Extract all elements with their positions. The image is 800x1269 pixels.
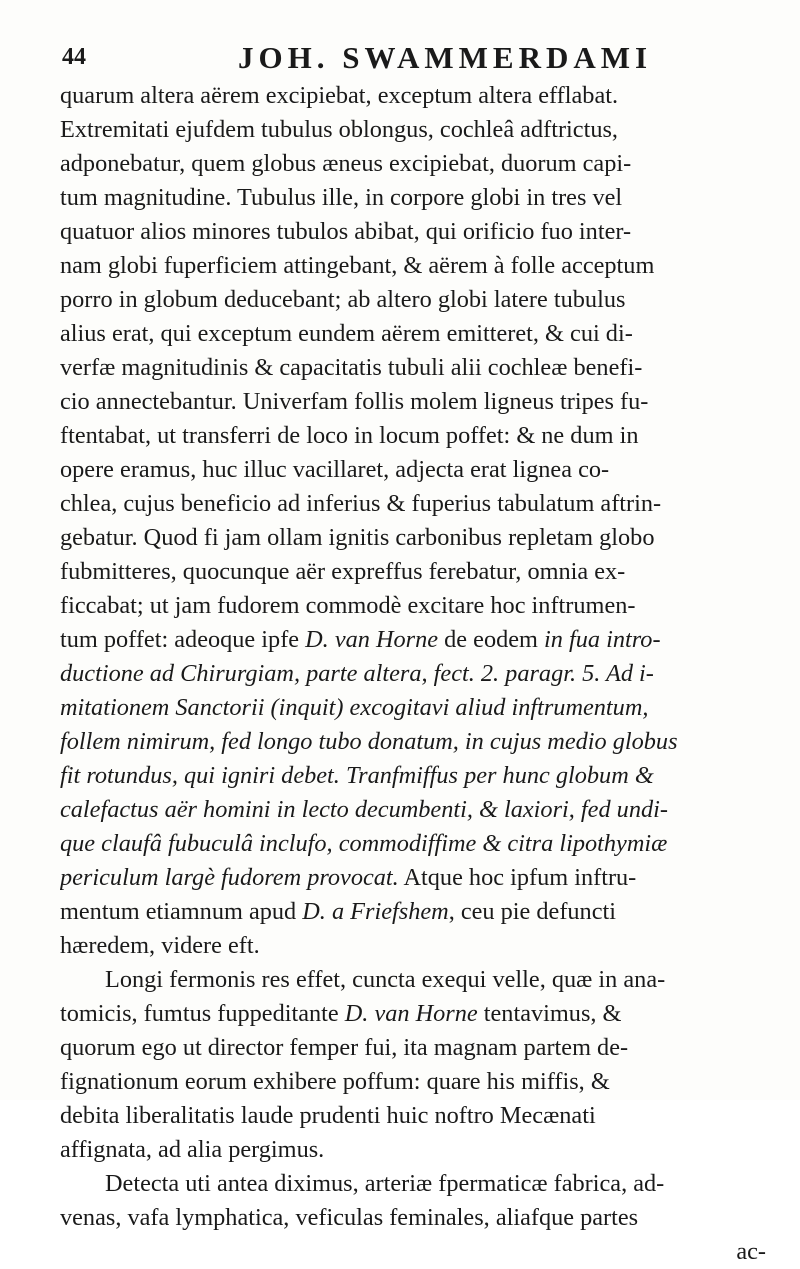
text-line [60, 215, 774, 249]
page-number: 44 [62, 44, 86, 70]
text-segment: tomicis, fumtus fuppeditante [60, 1000, 345, 1027]
text-segment: Atque hoc ipfum inftru- [398, 864, 637, 891]
text-line [60, 1099, 774, 1133]
page-header [60, 38, 760, 78]
text-line [60, 147, 774, 181]
italic-text-segment: follem nimirum, fed longo tubo donatum, in cujus medio globus [60, 728, 678, 755]
text-segment: porro in globum deducebant; ab altero globi latere tubulus [60, 286, 626, 313]
text-line [60, 1201, 774, 1235]
text-line [60, 453, 774, 487]
italic-text-segment: ductione ad Chirurgiam, parte altera, fect. 2. paragr. 5. Ad i- [60, 660, 654, 687]
text-segment: hæredem, videre eft. [60, 932, 260, 959]
text-segment: quorum ego ut director femper fui, ita magnam partem de- [60, 1034, 629, 1061]
text-segment: Extremitati ejufdem tubulus oblongus, cochleâ adftrictus, [60, 116, 619, 143]
text-segment: tum poffet: adeoque ipfe [60, 626, 306, 653]
text-segment: opere eramus, huc illuc vacillaret, adjecta erat lignea co- [60, 456, 610, 483]
text-line [60, 385, 774, 419]
italic-text-segment: D. a Friefshem [302, 898, 449, 925]
text-line [60, 1065, 774, 1099]
text-segment: venas, vafa lymphatica, veficulas feminales, aliafque partes [60, 1204, 639, 1231]
text-segment: Longi fermonis res effet, cuncta exequi velle, quæ in ana- [105, 966, 666, 993]
text-line [60, 929, 774, 963]
italic-text-segment: D. van Horne [305, 626, 439, 653]
text-line [60, 555, 774, 589]
text-line [60, 1133, 774, 1167]
italic-text-segment: fit rotundus, qui igniri debet. Tranfmiffus per hunc globum & [60, 762, 654, 789]
text-segment: fubmitteres, quocunque aër expreffus ferebatur, omnia ex- [60, 558, 626, 585]
text-line [60, 691, 774, 725]
text-segment: Detecta uti antea diximus, arteriæ fpermaticæ fabrica, ad- [105, 1170, 665, 1197]
text-segment: ficcabat; ut jam fudorem commodè excitare hoc inftrumen- [60, 592, 636, 619]
text-segment: tum magnitudine. Tubulus ille, in corpore globi in tres vel [60, 184, 623, 211]
text-line [60, 521, 774, 555]
text-line [60, 419, 774, 453]
text-segment: verfæ magnitudinis & capacitatis tubuli alii cochleæ benefi- [60, 354, 643, 381]
text-line [60, 895, 774, 929]
text-line [60, 487, 774, 521]
running-title: JOH. SWAMMERDAMI [238, 40, 653, 75]
text-segment: ftentabat, ut transferri de loco in locum poffet: & ne dum in [60, 422, 639, 449]
text-line [60, 827, 774, 861]
italic-text-segment: D. van Horne [344, 1000, 478, 1027]
text-line [60, 181, 774, 215]
text-line [60, 1031, 774, 1065]
text-line [60, 79, 774, 113]
text-segment: alius erat, qui exceptum eundem aërem emitteret, & cui di- [60, 320, 633, 347]
italic-text-segment: calefactus aër homini in lecto decumbenti, & laxiori, fed undi- [60, 796, 668, 823]
text-line [60, 657, 774, 691]
text-line [60, 1167, 774, 1201]
text-segment: gebatur. Quod fi jam ollam ignitis carbonibus repletam globo [60, 524, 655, 551]
text-segment: chlea, cujus beneficio ad inferius & fuperius tabulatum aftrin- [60, 490, 662, 517]
italic-text-segment: periculum largè fudorem provocat. [60, 864, 399, 891]
text-segment: adponebatur, quem globus æneus excipiebat, duorum capi- [60, 150, 632, 177]
text-segment: de eodem [438, 626, 544, 653]
text-line [60, 623, 774, 657]
text-line [60, 793, 774, 827]
text-segment: tentavimus, & [477, 1000, 622, 1027]
text-line [60, 861, 774, 895]
text-line [60, 725, 774, 759]
text-line [60, 759, 774, 793]
text-line [60, 589, 774, 623]
text-segment: fignationum eorum exhibere poffum: quare his miffis, & [60, 1068, 610, 1095]
text-segment: affignata, ad alia pergimus. [60, 1136, 325, 1163]
body-text [60, 79, 774, 1269]
text-segment: quarum altera aërem excipiebat, exceptum altera efflabat. [60, 82, 619, 109]
text-line [60, 113, 774, 147]
italic-text-segment: mitationem Sanctorii (inquit) excogitavi aliud inftrumentum, [60, 694, 649, 721]
text-line [60, 249, 774, 283]
text-line [60, 997, 774, 1031]
text-segment: debita liberalitatis laude prudenti huic noftro Mecænati [60, 1102, 596, 1129]
text-segment: mentum etiamnum apud [60, 898, 303, 925]
text-line [60, 317, 774, 351]
text-segment: , ceu pie defuncti [448, 898, 616, 925]
text-line [60, 351, 774, 385]
text-segment: nam globi fuperficiem attingebant, & aërem à folle acceptum [60, 252, 655, 279]
text-line [60, 283, 774, 317]
text-line [60, 1235, 774, 1269]
italic-text-segment: que claufâ fubuculâ inclufo, commodiffime & citra lipothymiæ [60, 830, 668, 857]
italic-text-segment: in fua intro- [544, 626, 661, 653]
text-line [60, 963, 774, 997]
text-segment: ac- [736, 1238, 766, 1265]
text-segment: quatuor alios minores tubulos abibat, qui orificio fuo inter- [60, 218, 632, 245]
text-segment: cio annectebantur. Univerfam follis molem ligneus tripes fu- [60, 388, 649, 415]
